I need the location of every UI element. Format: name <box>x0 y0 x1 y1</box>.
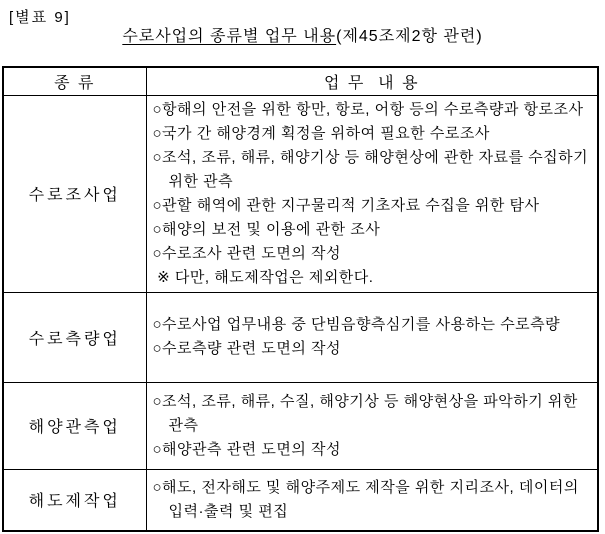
header-type-column: 종 류 <box>3 67 146 95</box>
work-item-line: ○수로조사 관련 도면의 작성 <box>152 244 341 262</box>
business-type-label: 해도제작업 <box>3 469 146 531</box>
title-underlined-text: 수로사업의 종류별 업무 내용 <box>122 28 337 45</box>
work-item-line: ○국가 간 해양경계 획정을 위하여 필요한 수로조사 <box>152 124 490 142</box>
table-row <box>3 469 598 531</box>
table-row <box>3 292 598 382</box>
work-item-line: ○수로측량 관련 도면의 작성 <box>152 340 341 357</box>
work-content-table <box>2 66 599 532</box>
work-item-line: ※ 다만, 해도제작업은 제외한다. <box>152 268 374 286</box>
work-items-cell <box>146 95 598 292</box>
work-item-line: ○조석, 조류, 해류, 해양기상 등 해양현상에 관한 자료를 수집하기 위한 관측 <box>152 148 593 190</box>
work-items-cell <box>146 292 598 382</box>
work-items-cell <box>146 469 598 531</box>
work-item-line: ○해도, 전자해도 및 해양주제도 제작을 위한 지리조사, 데이터의 입력·출력 및 편집 <box>152 478 584 520</box>
table-row <box>3 95 598 292</box>
title-reference-text: (제45조제2항 관련) <box>336 28 483 45</box>
document-title <box>0 23 605 46</box>
business-type-label: 수로조사업 <box>3 95 146 292</box>
table-row <box>3 382 598 469</box>
business-type-label: 수로측량업 <box>3 292 146 382</box>
header-content-column: 업 무 내 용 <box>146 67 598 95</box>
business-type-label: 해양관측업 <box>3 382 146 469</box>
work-item-line: ○해양관측 관련 도면의 작성 <box>152 440 341 458</box>
work-item-line: ○수로사업 업무내용 중 단빔음향측심기를 사용하는 수로측량 <box>152 316 561 333</box>
work-item-line: ○항해의 안전을 위한 항만, 항로, 어항 등의 수로측량과 항로조사 <box>152 100 584 118</box>
work-items-cell <box>146 382 598 469</box>
annex-label: [별표 9] <box>9 9 71 26</box>
work-item-line: ○관할 해역에 관한 지구물리적 기초자료 수집을 위한 탐사 <box>152 196 540 214</box>
work-item-line: ○해양의 보전 및 이용에 관한 조사 <box>152 220 381 238</box>
work-item-line: ○조석, 조류, 해류, 수질, 해양기상 등 해양현상을 파악하기 위한 관측 <box>152 392 583 434</box>
table-header-row <box>3 67 598 95</box>
